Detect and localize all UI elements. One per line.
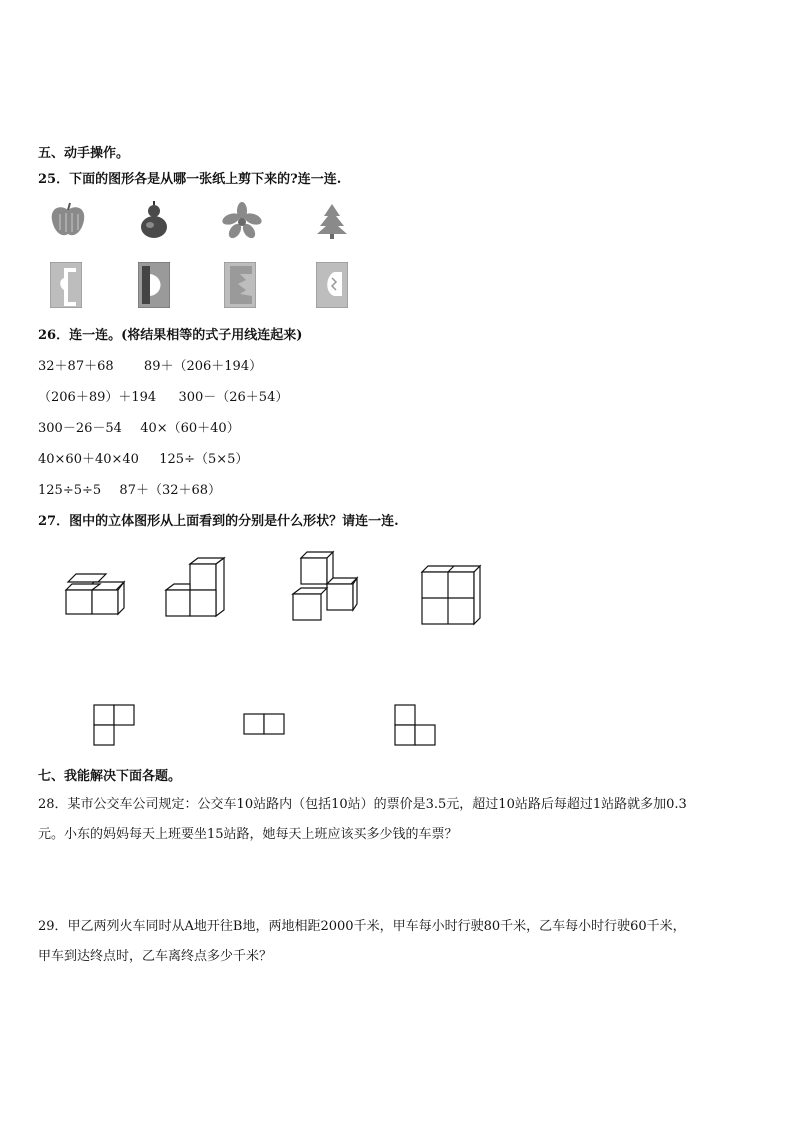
paper-sheet-2-image (138, 262, 170, 308)
expression-left-4: 40×60＋40×40 (38, 452, 139, 467)
paper-sheet-4-image (316, 262, 348, 308)
expression-right-2: 300－（26＋54） (178, 390, 289, 405)
gourd-shape-image (136, 198, 172, 240)
expression-right-4: 125÷（5×5） (159, 452, 249, 467)
expression-right-5: 87＋（32＋68） (119, 483, 222, 498)
question-26-text: 26．连一连。(将结果相等的式子用线连起来) (38, 328, 303, 343)
question-27-text: 27．图中的立体图形从上面看到的分别是什么形状？请连一连. (38, 514, 399, 529)
solid-figure-2 (164, 556, 228, 620)
expression-left-1: 32＋87＋68 (38, 359, 114, 374)
solid-figure-1 (64, 570, 128, 618)
expression-row-3 (38, 417, 240, 436)
expression-left-5: 125÷5÷5 (38, 483, 102, 498)
tree-shape-image (315, 202, 349, 240)
question-29-line-2: 甲车到达终点时，乙车离终点多少千米？ (38, 949, 273, 964)
section-7-heading: 七、我能解决下面各题。 (38, 769, 182, 784)
expression-row-5 (38, 479, 221, 498)
expression-right-1: 89＋（206＋194） (143, 359, 263, 374)
question-25-text: 25．下面的图形各是从哪一张纸上剪下来的?连一连. (38, 172, 342, 187)
question-28-line-1: 28．某市公交车公司规定：公交车10站路内（包括10站）的票价是3.5元，超过10站路后每超过1站路就多加0.3 (38, 797, 687, 812)
top-view-2 (243, 713, 287, 737)
expression-row-4 (38, 448, 248, 467)
top-view-1 (93, 704, 137, 748)
solid-figure-3 (291, 550, 363, 622)
question-29-line-1: 29．甲乙两列火车同时从A地开往B地，两地相距2000千米，甲车每小时行驶80千米，乙车每小时行驶60千米， (38, 919, 686, 934)
expression-left-2: （206＋89）＋194 (38, 390, 157, 405)
expression-right-3: 40×（60＋40） (140, 421, 240, 436)
solid-figure-4 (420, 564, 484, 628)
paper-sheet-3-image (224, 262, 256, 308)
expression-left-3: 300－26－54 (38, 421, 122, 436)
section-5-heading: 五、动手操作。 (38, 146, 130, 161)
paper-sheet-1-image (50, 262, 82, 308)
apple-shape-image (48, 200, 88, 240)
expression-row-2 (38, 386, 288, 405)
flower-shape-image (222, 202, 262, 240)
question-28-line-2: 元。小东的妈妈每天上班要坐15站路，她每天上班应该买多少钱的车票？ (38, 827, 458, 842)
top-view-3 (394, 704, 438, 748)
expression-row-1 (38, 355, 262, 374)
